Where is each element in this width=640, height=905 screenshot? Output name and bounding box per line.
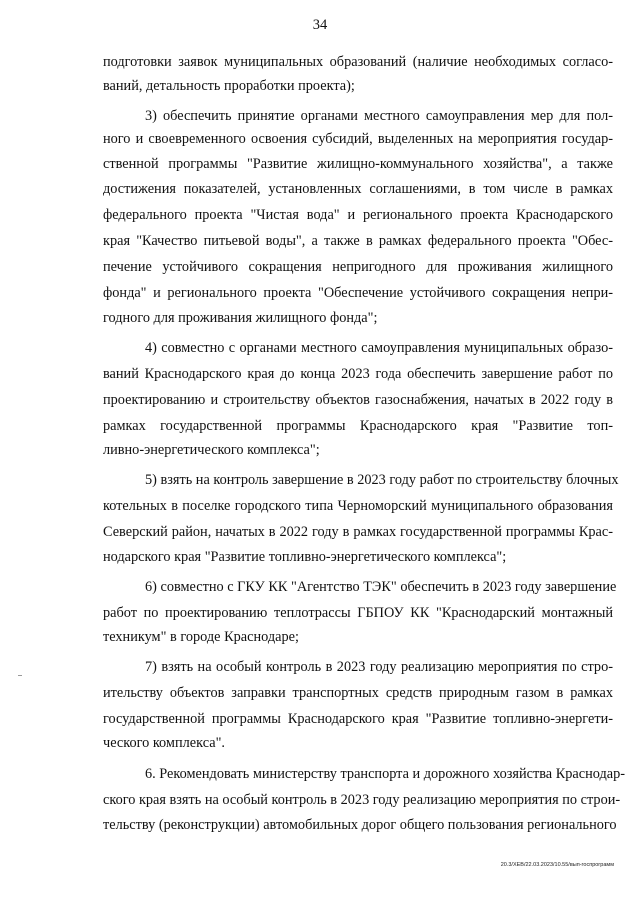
text-line: 7) взять на особый контроль в 2023 году реализацию мероприятия по стро- (145, 659, 613, 675)
text-line: 3) обеспечить принятие органами местного самоуправления мер для пол- (145, 108, 613, 124)
text-line: рамках государственной программы Краснодарского края "Развитие топ- (103, 418, 613, 434)
text-line: тельству (реконструкции) автомобильных дорог общего пользования регионального (103, 817, 617, 833)
text-line: котельных в поселке городского типа Черноморский муниципального образования (103, 498, 613, 514)
text-line: ского края взять на особый контроль в 2023 году реализацию мероприятия по строи- (103, 792, 621, 808)
text-line: годного для проживания жилищного фонда"; (103, 310, 378, 326)
text-line: 5) взять на контроль завершение в 2023 году работ по строительству блочных (145, 472, 619, 488)
margin-mark (18, 675, 22, 676)
text-line: ительству объектов заправки транспортных средств природным газом в рамках (103, 685, 613, 701)
text-line: печение устойчивого сокращения непригодного для проживания жилищного (103, 259, 613, 275)
text-line: 4) совместно с органами местного самоуправления муниципальных образо- (145, 340, 613, 356)
text-line: техникум" в городе Краснодаре; (103, 629, 299, 645)
text-line: 6. Рекомендовать министерству транспорта и дорожного хозяйства Краснодар- (145, 766, 626, 782)
text-line: подготовки заявок муниципальных образований (наличие необходимых согласо- (103, 54, 613, 70)
text-line: ного и своевременного освоения субсидий, выделенных на мероприятия государ- (103, 131, 613, 147)
text-line: ваний, детальность проработки проекта); (103, 78, 355, 94)
page-number: 34 (312, 17, 328, 33)
text-line: фонда" и регионального проекта "Обеспечение устойчивого сокращения непри- (103, 285, 613, 301)
text-line: государственной программы Краснодарского края "Развитие топливно-энергети- (103, 711, 613, 727)
text-line: ственной программы "Развитие жилищно-коммунального хозяйства", а также (103, 156, 613, 172)
text-line: Северский район, начатых в 2022 году в рамках государственной программы Крас- (103, 524, 613, 540)
text-line: ливно-энергетического комплекса"; (103, 442, 320, 458)
text-line: 6) совместно с ГКУ КК "Агентство ТЭК" обеспечить в 2023 году завершение (145, 579, 617, 595)
text-line: проектированию и строительству объектов газоснабжения, начатых в 2022 году в (103, 392, 613, 408)
text-line: ческого комплекса". (103, 735, 225, 751)
text-line: достижения показателей, установленных соглашениями, в том числе в рамках (103, 181, 613, 197)
text-line: работ по проектированию теплотрассы ГБПОУ КК "Краснодарский монтажный (103, 605, 613, 621)
text-line: края "Качество питьевой воды", а также в рамках федерального проекта "Обес- (103, 233, 613, 249)
text-line: федерального проекта "Чистая вода" и регионального проекта Краснодарского (103, 207, 613, 223)
footer-code: 20.3/ХЕВ/22.03.2023/10.55/вып-госпрограмм (500, 862, 614, 868)
text-line: ваний Краснодарского края до конца 2023 года обеспечить завершение работ по (103, 366, 613, 382)
text-line: нодарского края "Развитие топливно-энергетического комплекса"; (103, 549, 507, 565)
